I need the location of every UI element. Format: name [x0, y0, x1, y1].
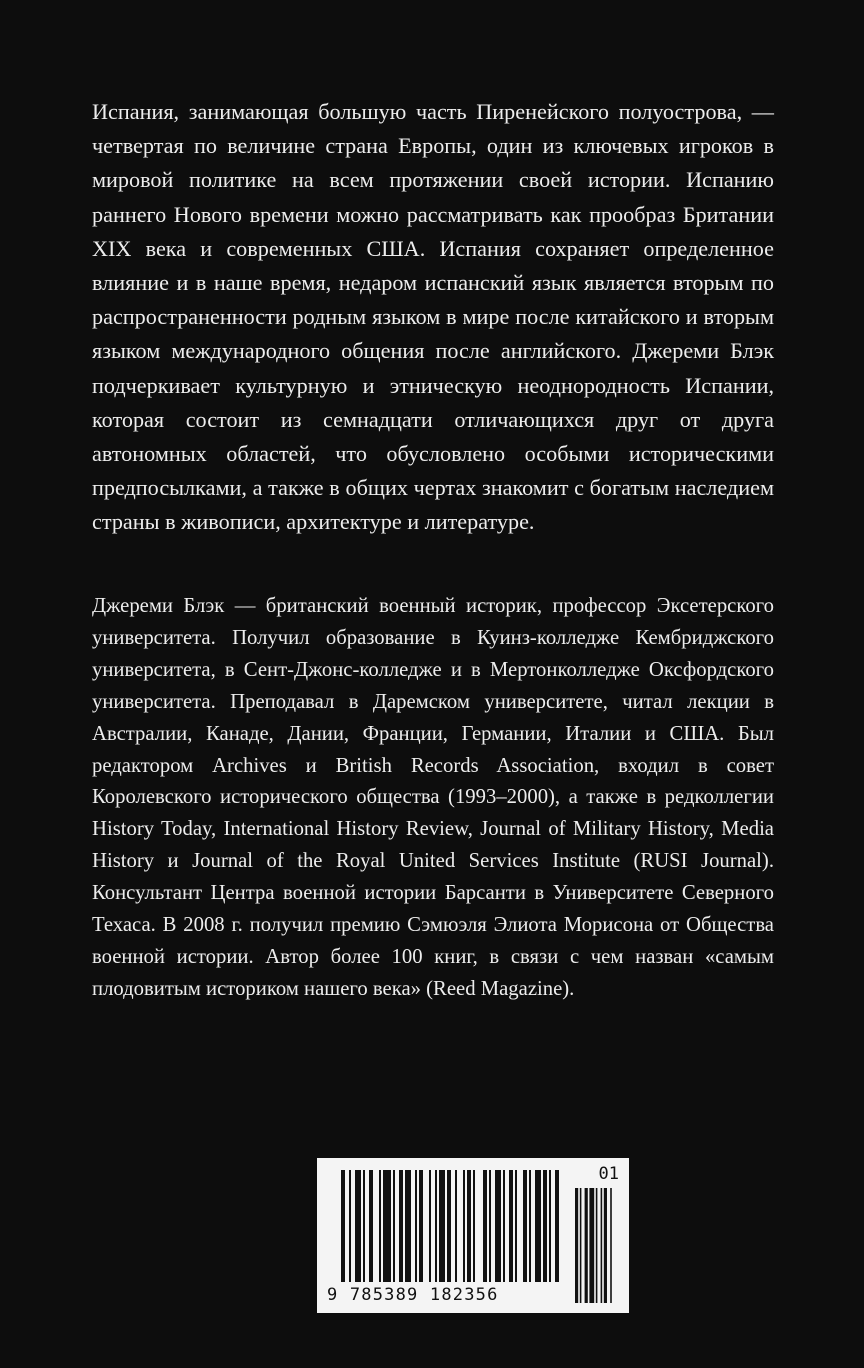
addon-bar — [580, 1188, 582, 1303]
barcode-bar — [439, 1170, 445, 1282]
barcode-bar — [495, 1170, 501, 1282]
barcode-bar — [509, 1170, 513, 1282]
addon-bar — [585, 1188, 588, 1303]
barcode-bar — [555, 1170, 559, 1282]
barcode-bar — [379, 1170, 381, 1282]
barcode-bar — [447, 1170, 451, 1282]
description-paragraph: Испания, занимающая большую часть Пиренейского полуострова, — четвертая по величине страна Европы, один из ключевых игроков в мировой политике на всем протяжении своей истории. Испанию раннего Нового времени можно рассматривать как прообраз Британии XIX века и современных США. Испания сохраняет определенное влияние и в наше время, недаром испанский язык является вторым по распространенности родным языком в мире после китайского и вторым языком международного общения после английского. Джереми Блэк подчеркивает культурную и этническую неоднородность Испании, которая состоит из семнадцати отличающихся друг от друга автономных областей, что обусловлено особыми историческими предпосылками, а также в общих чертах знакомит с богатым наследием страны в живописи, архитектуре и литературе. — [92, 99, 774, 535]
barcode-bar — [349, 1170, 351, 1282]
barcode-bar — [355, 1170, 361, 1282]
barcode-bar — [393, 1170, 395, 1282]
barcode-bar — [529, 1170, 531, 1282]
author-bio-paragraph: Джереми Блэк — британский военный историк, профессор Эксетерского университета. Получил образование в Куинз-колледже Кембриджского университета, в Сент-Джонс-колледже и в Мертонколледже Оксфордского университета. Преподавал в Даремском университете, читал лекции в Австралии, Канаде, Дании, Франции, Германии, Италии и США. Был редактором Archives и British Records Association, входил в совет Королевского исторического общества (1993–2000), а также в редколлегии History Today, International History Review, Journal of Military History, Media History и Journal of the Royal United Services Institute (RUSI Journal). Консультант Центра военной истории Барсанти в Университете Северного Техаса. В 2008 г. получил премию Сэмюэля Элиота Морисона от Общества военной истории. Автор более 100 книг, в связи с чем назван «самым плодовитым историком нашего века» (Reed Magazine). — [92, 595, 774, 1000]
barcode-bar — [435, 1170, 437, 1282]
barcode-bar — [503, 1170, 505, 1282]
addon-bar — [575, 1188, 578, 1303]
barcode-bar — [523, 1170, 527, 1282]
addon-bar — [596, 1188, 598, 1303]
barcode-bar — [535, 1170, 541, 1282]
barcode-bar — [363, 1170, 365, 1282]
barcode-bar — [429, 1170, 431, 1282]
addon-digits: 01 — [598, 1164, 619, 1184]
barcode-bar — [489, 1170, 491, 1282]
barcode-bar — [419, 1170, 423, 1282]
addon-bar — [601, 1188, 603, 1303]
barcode-bar — [399, 1170, 403, 1282]
barcode-bar — [341, 1170, 345, 1282]
barcode-bar — [473, 1170, 475, 1282]
barcode-bar — [549, 1170, 551, 1282]
addon-bar — [610, 1188, 612, 1303]
barcode-bar — [543, 1170, 547, 1282]
barcode-bar — [483, 1170, 487, 1282]
barcode-bar — [455, 1170, 457, 1282]
barcode-bar — [369, 1170, 373, 1282]
isbn-barcode — [317, 1158, 629, 1313]
barcode-bar — [515, 1170, 517, 1282]
barcode-bar — [405, 1170, 411, 1282]
barcode-bar — [383, 1170, 391, 1282]
barcode-bar — [415, 1170, 417, 1282]
addon-bar — [589, 1188, 594, 1303]
barcode-bar — [463, 1170, 465, 1282]
barcode-bar — [467, 1170, 471, 1282]
addon-bar — [604, 1188, 607, 1303]
isbn-digits: 9 785389 182356 — [327, 1285, 499, 1305]
